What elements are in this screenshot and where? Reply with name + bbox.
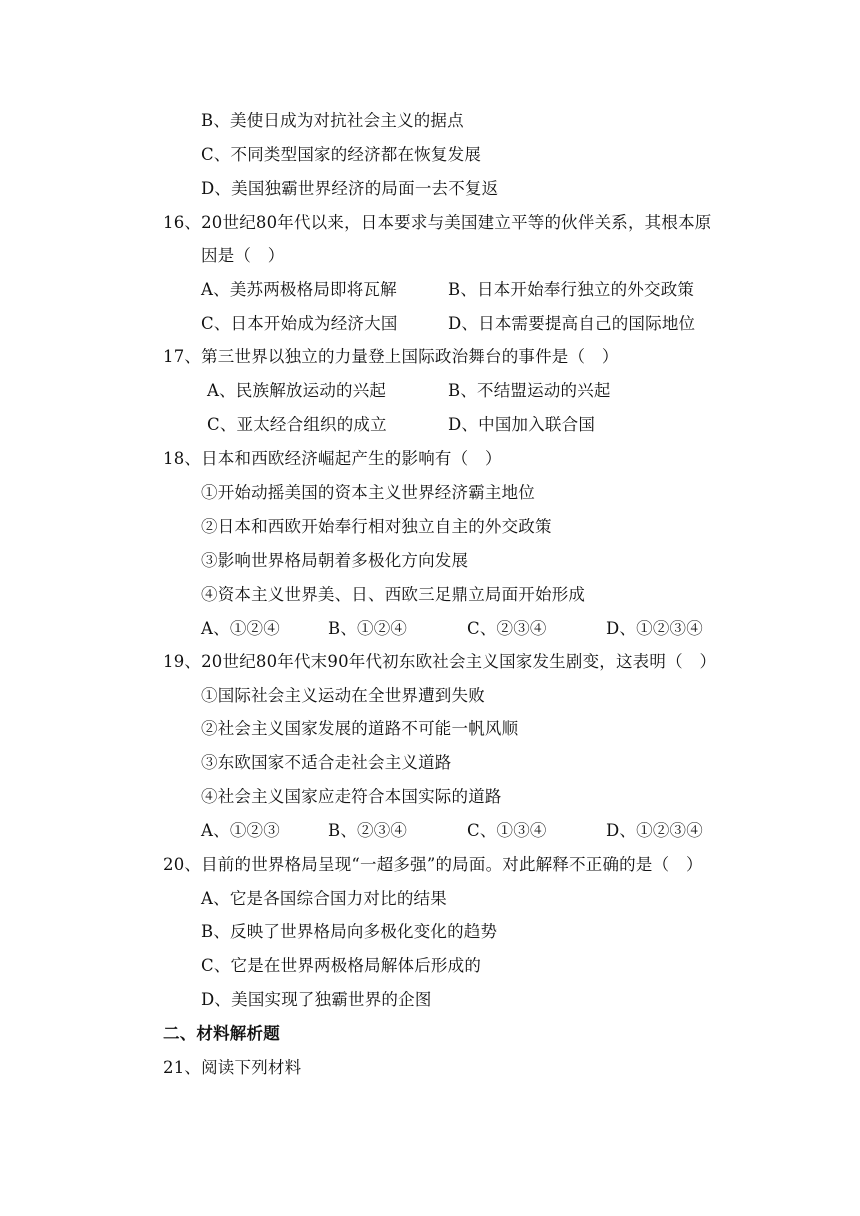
q19-option-a: A、①②③ (201, 821, 280, 840)
q15-option-d: D、美国独霸世界经济的局面一去不复返 (201, 179, 499, 198)
q16-option-c: C、日本开始成为经济大国 (201, 314, 398, 333)
q17-option-c: C、亚太经合组织的成立 (207, 415, 387, 434)
q18-option-c: C、②③④ (467, 619, 547, 638)
q16-stem-line2: 因是（ ） (201, 246, 285, 265)
q19-option-d: D、①②③④ (606, 821, 703, 840)
q17-option-a: A、民族解放运动的兴起 (207, 381, 387, 400)
q15-option-c: C、不同类型国家的经济都在恢复发展 (201, 145, 482, 164)
q17-option-b: B、不结盟运动的兴起 (448, 381, 611, 400)
q16-option-b: B、日本开始奉行独立的外交政策 (448, 280, 695, 299)
section-2-heading: 二、材料解析题 (163, 1024, 280, 1043)
q21-stem: 21、阅读下列材料 (163, 1058, 302, 1077)
q18-statement-2: ②日本和西欧开始奉行相对独立自主的外交政策 (201, 517, 552, 536)
q16-option-a: A、美苏两极格局即将瓦解 (201, 280, 397, 299)
q16-stem-line1: 16、20世纪80年代以来，日本要求与美国建立平等的伙伴关系，其根本原 (163, 213, 712, 232)
q17-stem: 17、第三世界以独立的力量登上国际政治舞台的事件是（ ） (163, 347, 619, 366)
q20-option-c: C、它是在世界两极格局解体后形成的 (201, 956, 482, 975)
q16-option-d: D、日本需要提高自己的国际地位 (448, 314, 696, 333)
q18-option-a: A、①②④ (201, 619, 280, 638)
q18-statement-4: ④资本主义世界美、日、西欧三足鼎立局面开始形成 (201, 585, 586, 604)
q18-option-d: D、①②③④ (606, 619, 703, 638)
q19-statement-2: ②社会主义国家发展的道路不可能一帆风顺 (201, 719, 519, 738)
q19-statement-4: ④社会主义国家应走符合本国实际的道路 (201, 787, 502, 806)
q18-statement-3: ③影响世界格局朝着多极化方向发展 (201, 551, 469, 570)
q15-option-b: B、美使日成为对抗社会主义的据点 (201, 111, 464, 130)
q20-option-b: B、反映了世界格局向多极化变化的趋势 (201, 922, 498, 941)
q18-statement-1: ①开始动摇美国的资本主义世界经济霸主地位 (201, 483, 535, 502)
q19-statement-3: ③东欧国家不适合走社会主义道路 (201, 753, 452, 772)
q19-stem: 19、20世纪80年代末90年代初东欧社会主义国家发生剧变，这表明（ ） (163, 652, 717, 671)
q19-statement-1: ①国际社会主义运动在全世界遭到失败 (201, 686, 485, 705)
q20-option-d: D、美国实现了独霸世界的企图 (201, 990, 432, 1009)
q18-stem: 18、日本和西欧经济崛起产生的影响有（ ） (163, 449, 502, 468)
q19-option-b: B、②③④ (328, 821, 408, 840)
q19-option-c: C、①③④ (467, 821, 547, 840)
q18-option-b: B、①②④ (328, 619, 408, 638)
q20-option-a: A、它是各国综合国力对比的结果 (201, 889, 447, 908)
q20-stem: 20、目前的世界格局呈现“一超多强”的局面。对此解释不正确的是（ ） (163, 855, 703, 874)
q17-option-d: D、中国加入联合国 (448, 415, 596, 434)
